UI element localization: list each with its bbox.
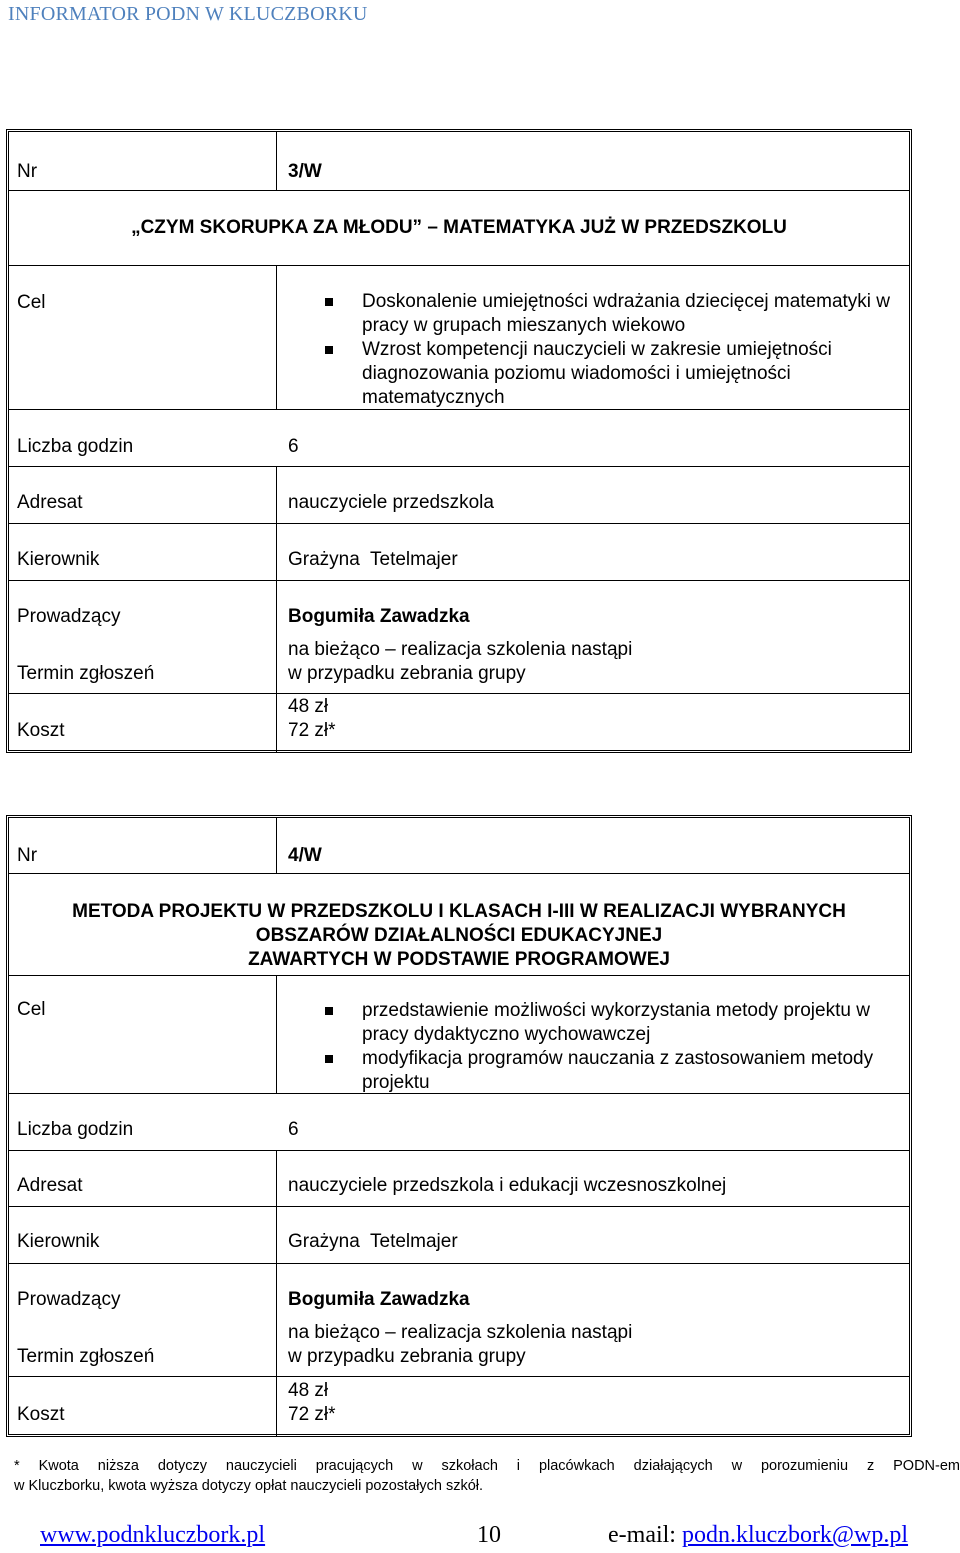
course-card-3w [6,129,912,753]
hours-label: Liczba godzin [17,1119,134,1140]
row-koszt [9,1376,909,1437]
course-card-4w [6,815,912,1437]
hours-value: 6 [288,436,299,457]
row-prowadzacy [9,1263,909,1321]
prowadzacy-value: Bogumiła Zawadzka [288,606,470,627]
termin-label: Termin zgłoszeń [17,663,155,684]
adresat-value: nauczyciele przedszkola [288,492,494,513]
cel-label: Cel [17,999,46,1020]
row-hours [9,1093,909,1150]
termin-label: Termin zgłoszeń [17,1346,155,1367]
row-title [9,190,909,265]
koszt-label: Koszt [17,1404,65,1425]
termin-line1: na bieżąco – realizacja szkolenia nastąpi [288,1322,633,1343]
adresat-value: nauczyciele przedszkola i edukacji wczesnoszkolnej [288,1175,727,1196]
nr-value: 4/W [288,845,322,866]
row-title [9,873,909,975]
hours-value: 6 [288,1119,299,1140]
row-kierownik [9,1206,909,1263]
nr-label: Nr [17,161,38,182]
hours-label: Liczba godzin [17,436,134,457]
koszt-label: Koszt [17,720,65,741]
nr-value: 3/W [288,161,322,182]
row-adresat [9,1150,909,1206]
footnote-line: w Kluczborku, kwota wyższa dotyczy opłat nauczycieli pozostałych szkół. [14,1478,484,1494]
row-adresat [9,466,909,523]
koszt-line1: 48 zł [288,696,329,717]
termin-line2: w przypadku zebrania grupy [288,663,526,684]
kierownik-value: Grażyna Tetelmajer [288,1231,458,1252]
course-title-line: OBSZARÓW DZIAŁALNOŚCI EDUKACYJNEJ [255,925,663,946]
email-label: e-mail: [608,1522,682,1548]
email-link[interactable]: podn.kluczbork@wp.pl [681,1522,909,1548]
document-header: INFORMATOR PODN W KLUCZBORKU [8,3,368,25]
kierownik-value: Grażyna Tetelmajer [288,549,458,570]
cel-item: Wzrost kompetencji nauczycieli w zakresie umiejętności diagnozowania poziomu wiadomości i umiejętności matematycznych [325,338,901,410]
page-number: 10 [477,1522,501,1548]
row-koszt [9,693,909,753]
row-nr [9,132,909,190]
row-hours [9,409,909,466]
cel-list [325,999,901,1095]
kierownik-label: Kierownik [17,1231,100,1252]
course-title-line: ZAWARTYCH W PODSTAWIE PROGRAMOWEJ [248,949,670,970]
course-title-line: METODA PROJEKTU W PRZEDSZKOLU I KLASACH I-III W REALIZACJI WYBRANYCH [72,901,846,922]
cel-item: modyfikacja programów nauczania z zastosowaniem metody projektu [325,1047,901,1095]
termin-line2: w przypadku zebrania grupy [288,1346,526,1367]
prowadzacy-value: Bogumiła Zawadzka [288,1289,470,1310]
row-nr [9,818,909,873]
prowadzacy-label: Prowadzący [17,606,121,627]
row-termin [9,1321,909,1376]
cel-label: Cel [17,292,46,313]
adresat-label: Adresat [17,492,83,513]
termin-line1: na bieżąco – realizacja szkolenia nastąpi [288,639,633,660]
course-title: „CZYM SKORUPKA ZA MŁODU” – MATEMATYKA JUŻ W PRZEDSZKOLU [131,217,787,238]
prowadzacy-label: Prowadzący [17,1289,121,1310]
row-prowadzacy [9,580,909,638]
koszt-line2: 72 zł* [288,1404,336,1425]
row-cel [9,975,909,1093]
email-block [608,1522,908,1549]
koszt-line1: 48 zł [288,1380,329,1401]
koszt-line2: 72 zł* [288,720,336,741]
cel-list [325,290,901,410]
footnote-line: * Kwota niższa dotyczy nauczycieli pracujących w szkołach i placówkach działających w porozumieniu z PODN-em [14,1458,960,1474]
row-termin [9,638,909,693]
cel-item: przedstawienie możliwości wykorzystania metody projektu w pracy dydaktyczno wychowawczej [325,999,901,1047]
footnote [14,1456,960,1496]
row-kierownik [9,523,909,580]
adresat-label: Adresat [17,1175,83,1196]
website-link[interactable]: www.podnkluczbork.pl [40,1522,266,1548]
row-cel [9,265,909,409]
kierownik-label: Kierownik [17,549,100,570]
cel-item: Doskonalenie umiejętności wdrażania dziecięcej matematyki w pracy w grupach mieszanych wiekowo [325,290,901,338]
nr-label: Nr [17,845,38,866]
